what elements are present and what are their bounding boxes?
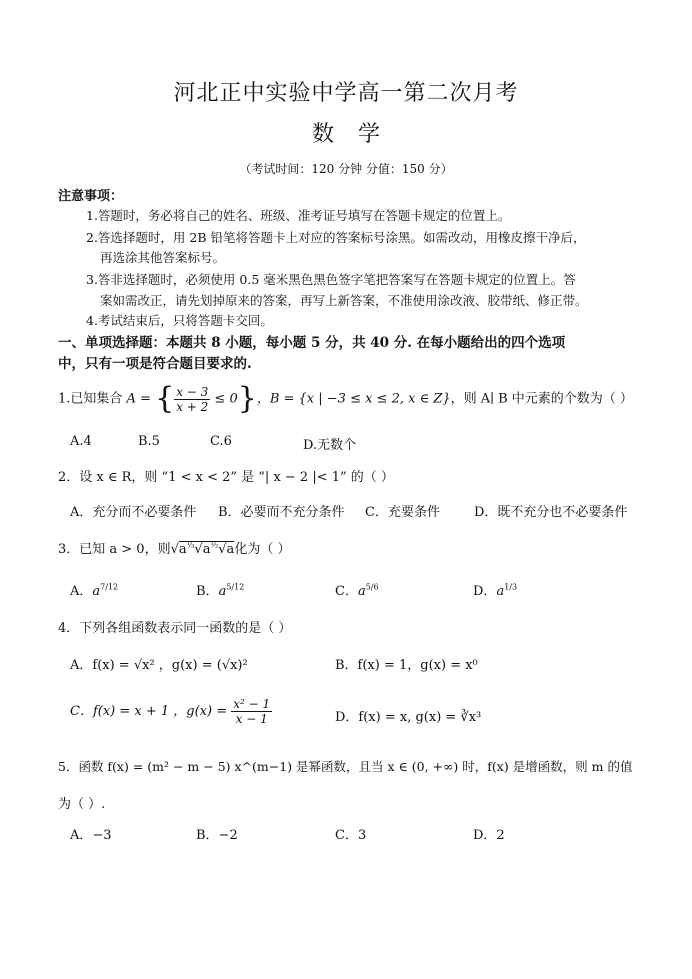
notice-item-2-cont: 再选涂其他答案标号。: [100, 250, 226, 265]
q1-set-a-lhs: A =: [126, 391, 156, 407]
question-5-line1: 5．函数 f(x) = (m² − m − 5) x^(m−1) 是幂函数，且当 x ∈ (0, +∞) 时，f(x) 是增函数，则 m 的值: [58, 759, 633, 774]
q1-prefix: 1.已知集合: [58, 391, 127, 407]
notice-item-1: 1.答题时，务必将自己的姓名、班级、准考证号填写在答题卡规定的位置上。: [86, 208, 511, 223]
q1-right-brace: }: [237, 381, 257, 416]
section-heading-line2: 中，只有一项是符合题目要求的.: [58, 356, 252, 372]
question-2: 2．设 x ∈ R，则 “1 < x < 2” 是 “| x − 2 |< 1” 的（ ）: [58, 470, 394, 485]
q1-option-a: A.4: [70, 434, 92, 449]
q1-left-brace: {: [155, 381, 175, 416]
notice-item-3-cont: 案如需改正，请先划掉原来的答案，再写上新答案，不准使用涂改液、胶带纸、修正带。: [100, 293, 588, 308]
notice-title: 注意事项：: [58, 189, 124, 204]
q3-option-b: B．$a^{5/12}$: [196, 582, 245, 599]
question-4: 4．下列各组函数表示同一函数的是（ ）: [58, 621, 292, 636]
q1-set-b: ，B = {x | −3 ≤ x ≤ 2, x ∈ Z}: [256, 391, 451, 407]
q5-option-c: C．3: [335, 828, 367, 843]
q2-option-d: D．既不充分也不必要条件: [474, 505, 628, 520]
q4-option-a: A．f(x) = √x² ，g(x) = (√x)²: [70, 658, 248, 673]
q3-option-a: A．$a^{7/12}$: [70, 582, 119, 599]
q3-expression: $√a^{\frac{1}{3}}√a^{\frac{1}{2}}√a$: [170, 540, 235, 557]
notice-item-2: 2.答选择题时，用 2B 铅笔将答题卡上对应的答案标号涂黑。如需改动，用橡皮擦干净后，: [86, 230, 586, 245]
q2-option-a: A．充分而不必要条件: [70, 505, 197, 520]
q5-option-b: B．−2: [196, 828, 238, 843]
q1-option-c: C.6: [210, 434, 232, 449]
q1-option-b: B.5: [138, 434, 160, 449]
q1-ineq: ≤ 0: [210, 391, 238, 407]
notice-item-3: 3.答非选择题时，必须使用 0.5 毫米黑色黑色签字笔把答案写在答题卡规定的位置上。答: [86, 272, 576, 287]
exam-info: （考试时间：120 分钟 分值：150 分）: [239, 162, 453, 176]
q5-option-a: A．−3: [70, 828, 112, 843]
q4-option-d: D．f(x) = x, g(x) = ∛x³: [335, 710, 482, 725]
q3-prefix: 3．已知 a > 0，则: [58, 542, 171, 557]
q1-fraction: [174, 385, 210, 414]
q1-option-d: D.无数个: [303, 438, 357, 453]
q3-option-d: D．$a^{1/3}$: [473, 582, 518, 599]
page-title: 河北正中实验中学高一第二次月考: [173, 81, 519, 106]
q2-option-c: C．充要条件: [365, 505, 440, 520]
subject-title: 数学: [311, 122, 404, 147]
question-1: [58, 381, 633, 416]
section-heading-line1: 一、单项选择题：本题共 8 小题，每小题 5 分，共 40 分. 在每小题给出的四个选项: [58, 335, 566, 351]
q3-option-c: C．$a^{5/6}$: [335, 582, 379, 599]
q5-option-d: D．2: [473, 828, 505, 843]
q1-frac-num: x − 3: [176, 384, 209, 399]
q4-c-fraction: $\frac{\text{x² − 1}}{x - 1}$: [233, 697, 271, 726]
question-3: [58, 538, 290, 557]
q1-suffix: ，则 A∣ B 中元素的个数为（ ）: [450, 391, 633, 407]
q1-frac-den: x + 2: [176, 399, 209, 414]
q2-option-b: B．必要而不充分条件: [218, 505, 345, 520]
notice-item-4: 4.考试结束后，只将答题卡交回。: [86, 313, 273, 328]
q4-option-c: C．f(x) = x + 1 ，g(x) = $\frac{\text{x² − 1}}{x - 1}$: [70, 697, 271, 726]
q3-suffix: 化为（ ）: [234, 542, 291, 557]
q4-option-b: B．f(x) = 1，g(x) = x⁰: [335, 658, 478, 673]
question-5-line2: 为（ ）.: [58, 797, 106, 812]
